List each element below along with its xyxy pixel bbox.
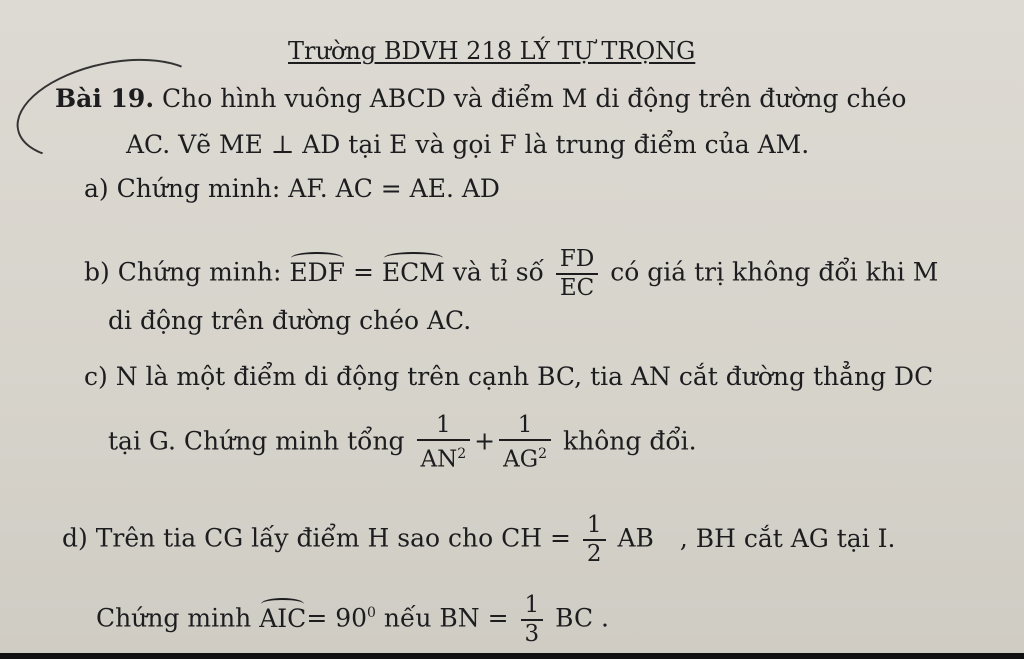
part-c-suffix: không đổi.	[562, 426, 697, 456]
problem-number: Bài 19.	[55, 84, 155, 113]
fraction-numerator: 1	[436, 412, 451, 438]
fraction-denominator: 3	[521, 619, 544, 648]
fraction-denominator: EC	[556, 273, 598, 302]
part-b-line1	[84, 246, 938, 302]
fraction-numerator: 1	[517, 412, 533, 438]
part-b-middle: và tỉ số	[452, 257, 544, 287]
fraction-1-ag2	[499, 412, 551, 474]
plus-sign: +	[474, 426, 496, 456]
degree-mark: 0	[367, 605, 376, 622]
part-a: a) Chứng minh: AF. AC = AE. AD	[84, 174, 500, 203]
angle-ecm: ECM	[382, 252, 445, 288]
part-d-suffix: , BH cắt AG tại I.	[679, 523, 896, 553]
exponent: 2	[457, 446, 467, 462]
school-header: Trường BDVH 218 LÝ TỰ TRỌNG	[288, 37, 696, 65]
problem-intro-line1	[55, 84, 906, 114]
fraction-1-an2	[417, 412, 471, 474]
fraction-fd-ec	[556, 246, 598, 302]
part-d-ab: AB	[617, 523, 654, 553]
part-d-condition: nếu BN =	[383, 603, 509, 633]
angle-edf: EDF	[289, 252, 345, 288]
photo-bottom-edge	[0, 653, 1024, 659]
angle-value: = 90	[306, 603, 368, 633]
problem-intro-text1: Cho hình vuông ABCD và điểm M di động trên đường chéo	[161, 84, 907, 113]
part-b-suffix: có giá trị không đổi khi M	[610, 257, 939, 287]
fraction-numerator: FD	[559, 246, 595, 272]
part-b-line2: di động trên đường chéo AC.	[108, 306, 472, 335]
fraction-denominator: 2	[583, 539, 606, 568]
part-d-line2-prefix: Chứng minh	[96, 603, 252, 633]
part-d-end: BC .	[555, 603, 609, 633]
fraction-numerator: 1	[524, 592, 540, 618]
part-c-prefix: tại G. Chứng minh tổng	[108, 426, 405, 456]
part-d-prefix: d) Trên tia CG lấy điểm H sao cho CH =	[62, 523, 571, 553]
problem-intro-line2: AC. Vẽ ME ⊥ AD tại E và gọi F là trung điểm của AM.	[126, 130, 810, 159]
fraction-denominator: $AG^2$	[499, 439, 551, 474]
fraction-numerator: 1	[586, 512, 602, 538]
exponent: 2	[538, 446, 548, 462]
part-c-line1: c) N là một điểm di động trên cạnh BC, tia AN cắt đường thẳng DC	[84, 362, 934, 391]
part-b-prefix: b) Chứng minh:	[84, 257, 282, 287]
part-d-line1	[62, 512, 895, 568]
fraction-1-3	[521, 592, 544, 648]
fraction-denominator: $AN^2$	[417, 439, 471, 474]
part-d-line2	[96, 592, 609, 648]
angle-aic: AIC	[259, 598, 306, 634]
part-c-line2	[108, 412, 697, 474]
equals-sign: =	[352, 257, 374, 287]
fraction-1-2	[583, 512, 606, 568]
